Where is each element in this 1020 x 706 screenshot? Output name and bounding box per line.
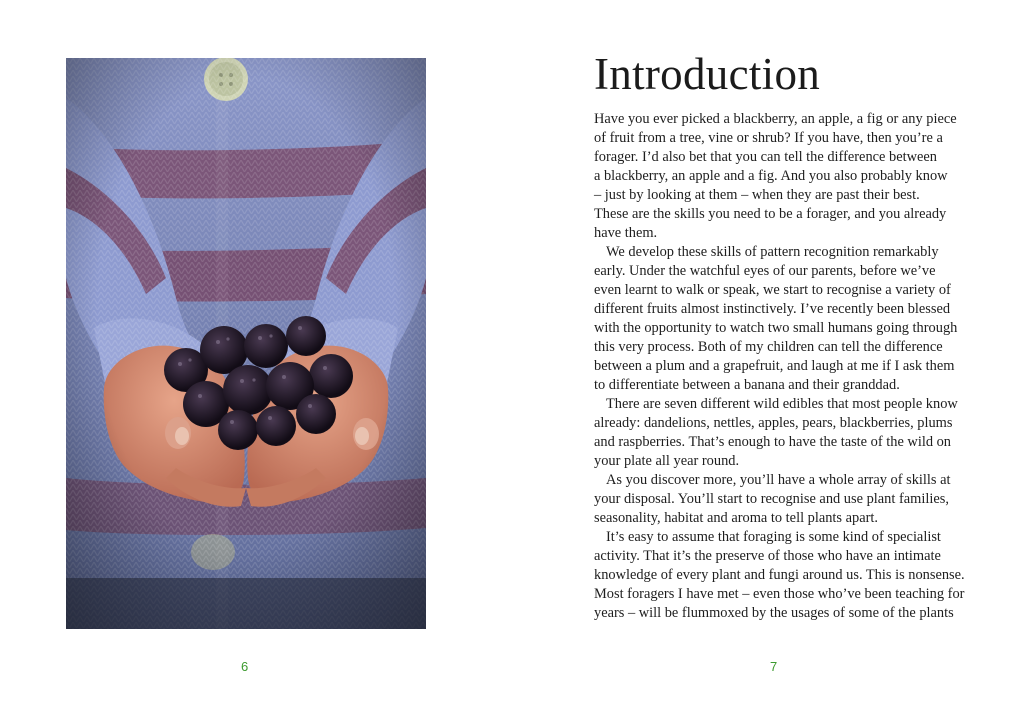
body-text-line: These are the skills you need to be a forager, and you already (594, 206, 947, 222)
photo-illustration (66, 58, 426, 629)
body-text-line: have them. (594, 225, 658, 241)
body-text (594, 110, 974, 623)
body-text-line: We develop these skills of pattern recognition remarkably (606, 244, 939, 260)
body-text-line: early. Under the watchful eyes of our parents, before we’ve (594, 263, 936, 279)
page-number-left: 6 (241, 659, 249, 674)
body-text-line: seasonality, habitat and aroma to tell plants apart. (594, 510, 878, 526)
body-text-line: and raspberries. That’s enough to have the taste of the wild on (594, 434, 952, 450)
body-text-line: There are seven different wild edibles that most people know (606, 396, 958, 412)
body-text-line: years – will be flummoxed by the usages of some of the plants (594, 605, 954, 621)
body-text-line: – just by looking at them – when they are past their best. (594, 187, 920, 203)
chapter-title: Introduction (594, 49, 821, 99)
body-text-line: As you discover more, you’ll have a whole array of skills at (606, 472, 951, 488)
body-text-line: Most foragers I have met – even those who’ve been teaching for (594, 586, 965, 602)
body-text-line: Have you ever picked a blackberry, an apple, a fig or any piece (594, 111, 957, 127)
body-text-line: this very process. Both of my children can tell the difference (594, 339, 943, 355)
body-text-line: It’s easy to assume that foraging is some kind of specialist (606, 529, 941, 545)
body-text-line: activity. That it’s the preserve of those who have an intimate (594, 548, 941, 564)
body-text-line: of fruit from a tree, vine or shrub? If you have, then you’re a (594, 130, 943, 146)
blackberries-photo (66, 58, 426, 629)
body-text-line: between a plum and a grapefruit, and laugh at me if I ask them (594, 358, 955, 374)
body-text-line: forager. I’d also bet that you can tell the difference between (594, 149, 937, 165)
body-text-line: knowledge of every plant and fungi around us. This is nonsense. (594, 567, 965, 583)
body-text-line: different fruits almost instinctively. I’ve recently been blessed (594, 301, 951, 317)
body-text-line: your disposal. You’ll start to recognise and use plant families, (594, 491, 949, 507)
body-text-line: a blackberry, an apple and a fig. And you also probably know (594, 168, 948, 184)
body-text-line: your plate all year round. (594, 453, 740, 469)
body-text-line: already: dandelions, nettles, apples, pears, blackberries, plums (594, 415, 953, 431)
body-text-line: even learnt to walk or speak, we start to recognise a variety of (594, 282, 951, 298)
body-text-line: with the opportunity to watch two small humans going through (594, 320, 958, 336)
body-text-line: to differentiate between a banana and their granddad. (594, 377, 900, 393)
page-number-right: 7 (770, 659, 778, 674)
